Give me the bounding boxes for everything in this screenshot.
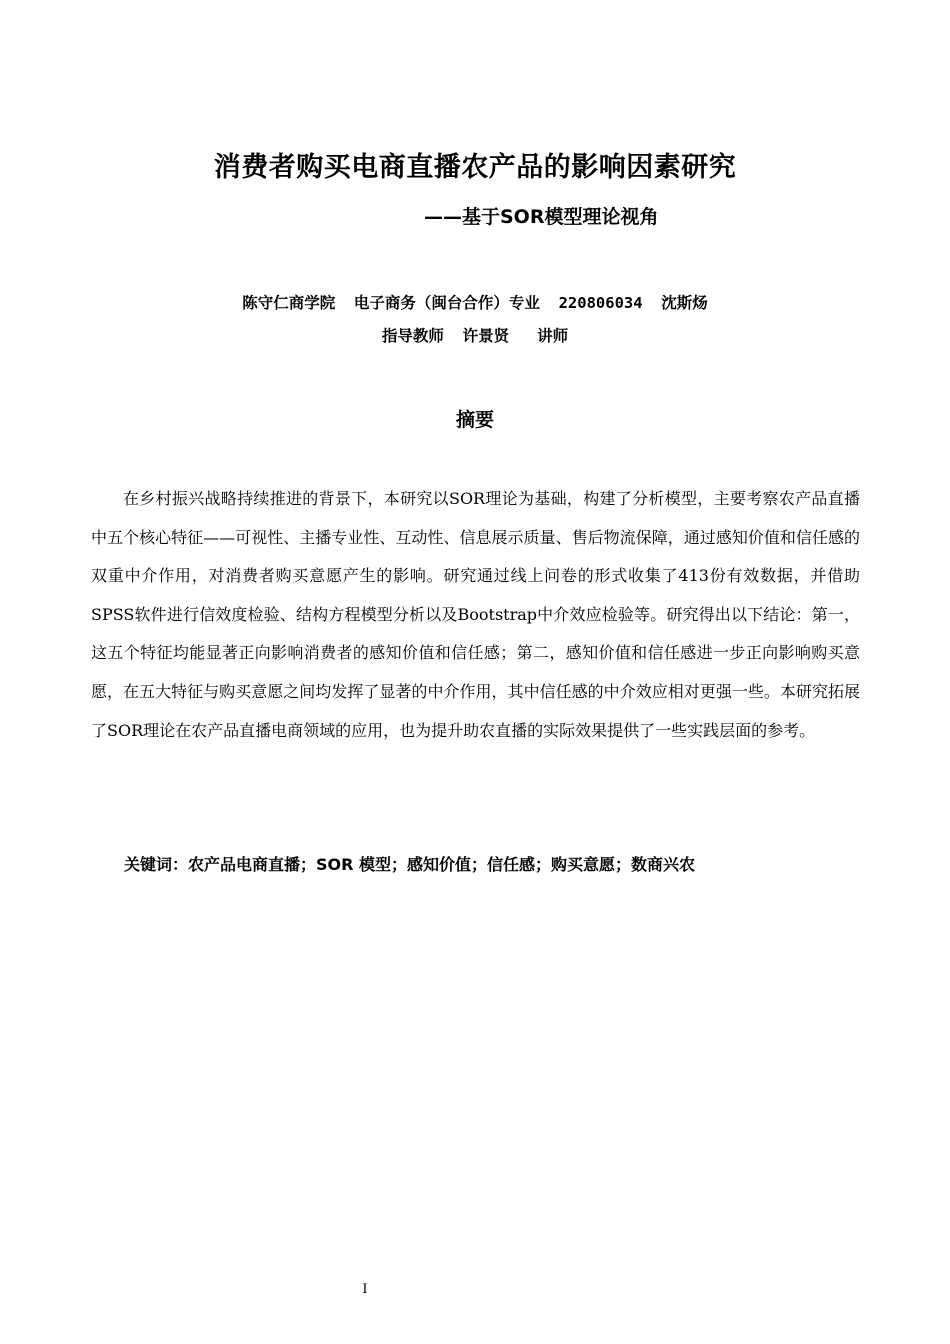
- advisor-info-line: 指导教师 许景贤 讲师: [381, 327, 569, 345]
- abstract-body: 在乡村振兴战略持续推进的背景下，本研究以SOR理论为基础，构建了分析模型，主要考察农产品直播中五个核心特征——可视性、主播专业性、互动性、信息展示质量、售后物流保障，通过感知价值和信任感的双重中介作用，对消费者购买意愿产生的影响。研究通过线上问卷的形式收集了413份有效数据，并借助SPSS软件进行信效度检验、结构方程模型分析以及Bootstrap中介效应检验等。研究得出以下结论：第一，这五个特征均能显著正向影响消费者的感知价值和信任感；第二，感知价值和信任感进一步正向影响购买意愿，在五大特征与购买意愿之间均发挥了显著的中介作用，其中信任感的中介效应相对更强一些。本研究拓展了SOR理论在农产品直播电商领域的应用，也为提升助农直播的实际效果提供了一些实践层面的参考。: [91, 489, 860, 740]
- paper-subtitle: ——基于SOR模型理论视角: [424, 206, 659, 228]
- page-number: I: [362, 1282, 368, 1297]
- author-info-line: 陈守仁商学院 电子商务（闽台合作）专业 220806034 沈斯炀: [242, 294, 708, 312]
- paper-title: 消费者购买电商直播农产品的影响因素研究: [213, 152, 737, 183]
- keywords-line: 关键词：农产品电商直播；SOR 模型；感知价值；信任感；购买意愿；数商兴农: [124, 855, 696, 874]
- abstract-heading: 摘要: [455, 409, 494, 431]
